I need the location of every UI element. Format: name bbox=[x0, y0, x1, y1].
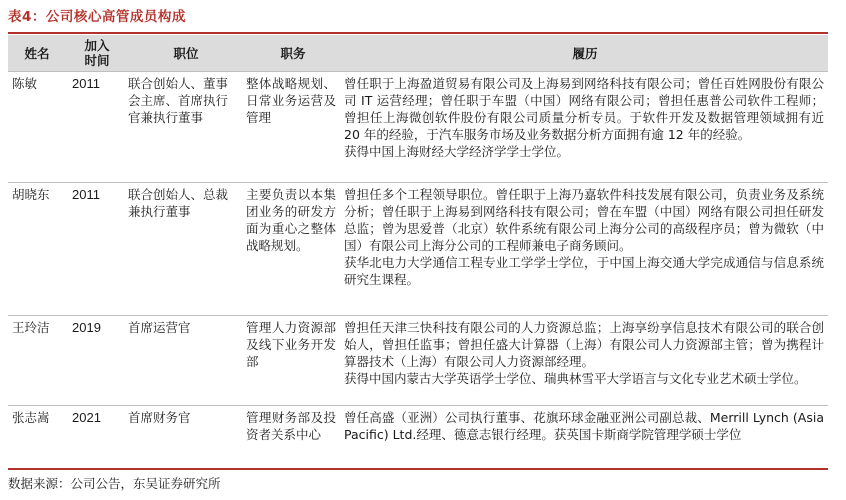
data-source-note: 数据来源：公司公告，东吴证券研究所 bbox=[8, 476, 221, 491]
exec-resume-career: 曾任职于上海盈道贸易有限公司及上海易到网络科技有限公司；曾任百姓网股份有限公司 IT 运营经理；曾任职于车盟（中国）网络有限公司；曾担任惠普公司软件工程师；曾担任上海微创软件股份有限公司质量分析专员。于软件开发及数据管理领域拥有近 20 年的经验，于汽车服务市场及业务数据分析方面拥有逾 12 年的经验。 bbox=[344, 76, 824, 142]
table-title: 表4：公司核心高管成员构成 bbox=[8, 9, 186, 25]
table-row bbox=[8, 182, 828, 316]
exec-join-year: 2011 bbox=[72, 187, 100, 202]
exec-resume bbox=[344, 319, 824, 387]
exec-position: 首席运营官 bbox=[128, 320, 191, 335]
exec-resume-education: 获得中国内蒙古大学英语学士学位、瑞典林雪平大学语言与文化专业艺术硕士学位。 bbox=[344, 371, 807, 386]
header-duty: 职务 bbox=[280, 45, 306, 61]
exec-resume-education: 获得中国上海财经大学经济学学士学位。 bbox=[344, 144, 570, 159]
header-resume: 履历 bbox=[572, 45, 598, 61]
exec-duty: 主要负责以本集团业务的研发方面为重心之整体战略规划。 bbox=[246, 187, 336, 253]
exec-resume-career: 曾任高盛（亚洲）公司执行董事、花旗环球金融亚洲公司副总裁、Merrill Lynch (Asia Pacific) Ltd.经理、德意志银行经理。获英国卡斯商学院管理学硕士学位 bbox=[344, 410, 824, 442]
exec-name: 胡晓东 bbox=[12, 187, 50, 202]
exec-resume-career: 曾担任多个工程领导职位。曾任职于上海乃嘉软件科技发展有限公司，负责业务及系统分析；曾任职于上海易到网络科技有限公司；曾在车盟（中国）网络有限公司担任研发总监；曾为思爱普（北京）软件系统有限公司上海分公司的高级程序员；曾为微软（中国）有限公司上海分公司的工程师兼电子商务顾问。 bbox=[344, 187, 824, 253]
table-row bbox=[8, 71, 828, 183]
exec-join-year: 2011 bbox=[72, 76, 100, 91]
exec-resume bbox=[344, 186, 824, 288]
exec-resume-career: 曾担任天津三快科技有限公司的人力资源总监；上海享纷享信息技术有限公司的联合创始人，曾担任监事；曾担任盛大计算器（上海）有限公司人力资源部主管；曾为携程计算器技术（上海）有限公司人力资源部经理。 bbox=[344, 320, 824, 369]
top-rule bbox=[8, 32, 828, 34]
exec-resume bbox=[344, 75, 824, 160]
bottom-rule bbox=[8, 468, 828, 470]
header-year-line2: 时间 bbox=[84, 53, 110, 68]
exec-join-year: 2021 bbox=[72, 410, 101, 425]
exec-name: 王玲洁 bbox=[12, 320, 50, 335]
exec-position: 联合创始人、总裁兼执行董事 bbox=[128, 187, 229, 219]
exec-name: 陈敏 bbox=[12, 76, 38, 91]
exec-duty: 整体战略规划、日常业务运营及管理 bbox=[246, 76, 336, 125]
exec-duty: 管理人力资源部及线下业务开发部 bbox=[246, 320, 336, 369]
header-year bbox=[66, 35, 128, 71]
header-year-line1: 加入 bbox=[84, 38, 110, 53]
exec-resume bbox=[344, 409, 824, 443]
table-row bbox=[8, 315, 828, 406]
exec-join-year: 2019 bbox=[72, 320, 101, 335]
header-position: 职位 bbox=[173, 45, 199, 61]
exec-position: 首席财务官 bbox=[128, 410, 191, 425]
table-row bbox=[8, 405, 828, 469]
header-name: 姓名 bbox=[24, 45, 50, 61]
exec-position: 联合创始人、董事会主席、首席执行官兼执行董事 bbox=[128, 76, 229, 125]
exec-name: 张志嵩 bbox=[12, 410, 50, 425]
exec-resume-education: 获华北电力大学通信工程专业工学学士学位，于中国上海交通大学完成通信与信息系统研究生课程。 bbox=[344, 255, 824, 287]
exec-duty: 管理财务部及投资者关系中心 bbox=[246, 410, 336, 442]
table-header bbox=[8, 35, 828, 71]
